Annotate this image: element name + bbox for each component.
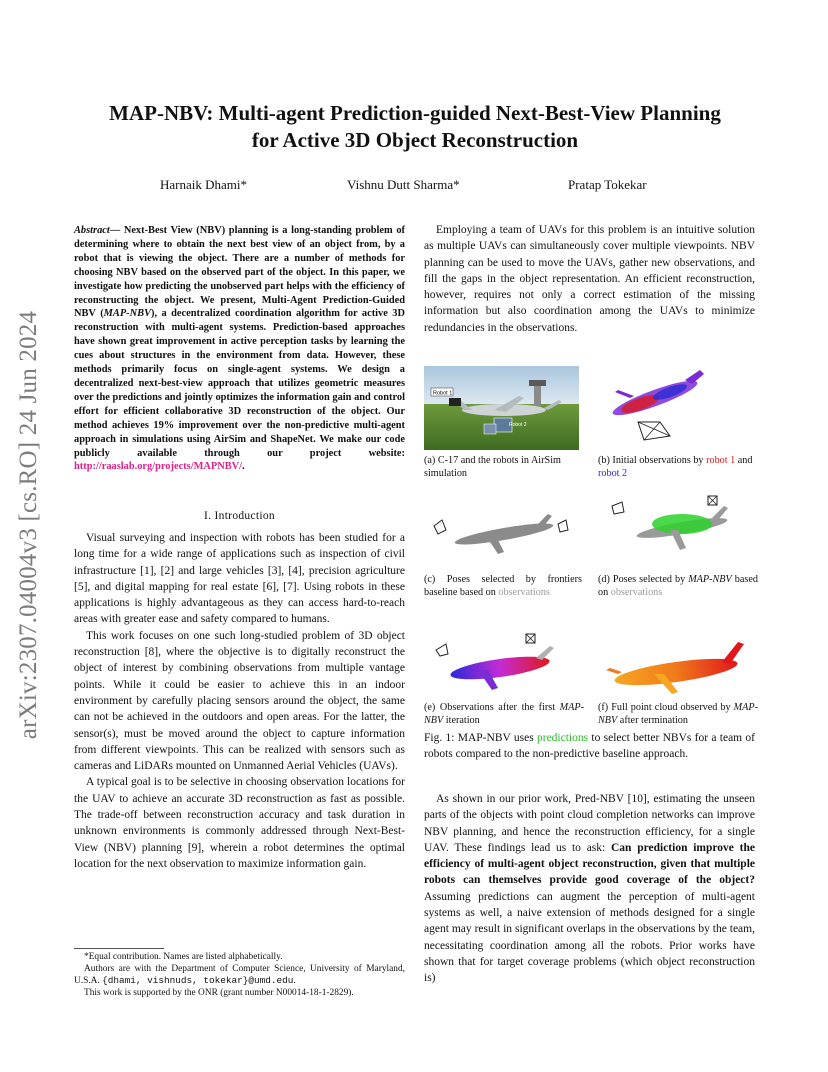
figure-1c-frontiers-baseline xyxy=(426,506,576,564)
project-website-link[interactable]: http://raaslab.org/projects/MAPNBV/ xyxy=(74,461,243,473)
footnote: *Equal contribution. Names are listed alphabetically. Authors are with the Department of Computer Science, University of Maryland, U.S.A. {dhami, vishnuds, tokekar}@umd.edu. This work is supported by the ONR (grant number N00014-18-1-2829). xyxy=(74,948,405,999)
paper-title xyxy=(70,100,760,154)
subcaption-e: (e) Observations after the first MAP-NBV iteration xyxy=(424,702,584,727)
arxiv-side-label: arXiv:2307.04004v3 [cs.RO] 24 Jun 2024 xyxy=(15,310,42,740)
figure-1b-initial-observations xyxy=(600,368,712,446)
subcaption-d: (d) Poses selected by MAP-NBV based on observations xyxy=(598,574,758,599)
author-2: Vishnu Dutt Sharma* xyxy=(347,177,460,192)
robot-2-label: Robot 2 xyxy=(509,422,527,428)
subcaption-a: (a) C-17 and the robots in AirSim simulation xyxy=(424,455,561,480)
paragraph: A typical goal is to be selective in choosing observation locations for the UAV to achieve an accurate 3D reconstruction as fast as possible. The trade-off between reconstruction accuracy and task duration in unknown environments is commonly addressed through Next-Best-View (NBV) planning [9], wherein a robot determines the optimal location for the next observation to maximize information gain. xyxy=(74,776,405,870)
figure-1d-mapnbv-poses xyxy=(600,494,760,564)
figure-1-caption: Fig. 1: MAP-NBV uses predictions to select better NBVs for a team of robots compared to the non-predictive baseline approach. xyxy=(424,732,756,761)
subcaption-b: (b) Initial observations by robot 1 and robot 2 xyxy=(598,455,753,480)
title-line-1: MAP-NBV: Multi-agent Prediction-guided Next-Best-View Planning xyxy=(109,101,721,125)
right-intro-paragraph: Employing a team of UAVs for this problem is an intuitive solution as multiple UAVs can simultaneously cover multiple viewpoints. NBV planning can be used to move the UAVs, gather new observations, and fill the gaps in the object representation. An efficient reconstruction, however, requires not only a correct estimation of the missing information but also coordination among the UAVs to minimize redundancies in the observations. xyxy=(424,224,755,334)
robot-1-label: Robot 1 xyxy=(433,390,453,397)
footnote-rule xyxy=(74,948,164,949)
paragraph: This work focuses on one such long-studied problem of 3D object reconstruction [8], where the objective is to digitally reconstruct the object of interest by combining observations from multiple vantage points. While it could be easier to achieve this in an indoor environment by carefully placing sensors around the object, the same can not be achieved in the outdoors and open areas. For the latter, the sensor(s), must be moved around the object to capture information from different viewpoints. This can be realized with sensors such as cameras and LiDARs mounted on Unmanned Aerial Vehicles (UAVs). xyxy=(74,629,405,773)
subcaption-c: (c) Poses selected by frontiers baseline based on observations xyxy=(424,574,582,599)
figure-1f-full-point-cloud xyxy=(598,636,760,698)
abstract-label: Abstract xyxy=(74,225,110,236)
title-line-2: for Active 3D Object Reconstruction xyxy=(251,128,579,152)
right-paragraph-2: As shown in our prior work, Pred-NBV [10], estimating the unseen parts of the objects with point cloud completion networks can improve NBV planning, and hence the reconstruction efficiency, for a single UAV. These findings lead us to ask: Can prediction improve the efficiency of multi-agent object reconstruction, given that multiple robots can themselves provide good coverage of the object? Assuming predictions can augment the perception of multi-agent systems as well, a naive extension of methods designed for a single agent may result in significant overlaps in the observations by the team, necessitating coordination among all the robots. Prior works have shown that for target coverage problems (which object reconstruction is) xyxy=(424,793,755,985)
paragraph: Visual surveying and inspection with robots has been studied for a long time for a wide range of applications such as inspection of civil infrastructure [1], [2] and large vehicles [3], [4], precision agriculture [5], and digital mapping for real estate [6], [7]. Using robots in these applications is highly advantageous as they can access hard-to-reach areas with greater ease and safety compared to humans. xyxy=(74,532,405,626)
author-emails: {dhami, vishnuds, tokekar}@umd.edu xyxy=(102,975,294,986)
left-column-body xyxy=(74,530,405,872)
figure-1a-simulation-image xyxy=(424,366,579,450)
author-1: Harnaik Dhami* xyxy=(160,177,248,192)
figure-1e-first-iteration xyxy=(428,630,578,698)
section-heading-introduction: I. Introduction xyxy=(204,510,275,522)
abstract: Abstract— Next-Best View (NBV) planning is a long-standing problem of determining where to obtain the next best view of an object from, by a robot that is viewing the object. There are a number of methods for choosing NBV based on the observed part of the object. In this paper, we investigate how predicting the unobserved part helps with the efficiency of reconstructing the object. We present, Multi-Agent Prediction-Guided NBV (MAP-NBV), a decentralized coordination algorithm for active 3D reconstruction with multi-agent systems. Prediction-based approaches have shown great improvement in active perception tasks by learning the cues about structures in the environment from data. However, these methods primarily focus on single-agent systems. We design a decentralized next-best-view approach that utilizes geometric measures over the predictions and jointly optimizes the information gain and control effort for efficient collaborative 3D reconstruction of the object. Our method achieves 19% improvement over the non-predictive multi-agent approach in simulations using AirSim and ShapeNet. We make our code publicly available through our project website: http://raaslab.org/projects/MAPNBV/. xyxy=(74,225,405,473)
author-3: Pratap Tokekar xyxy=(568,177,647,192)
subcaption-f: (f) Full point cloud observed by MAP-NBV after termination xyxy=(598,702,758,727)
